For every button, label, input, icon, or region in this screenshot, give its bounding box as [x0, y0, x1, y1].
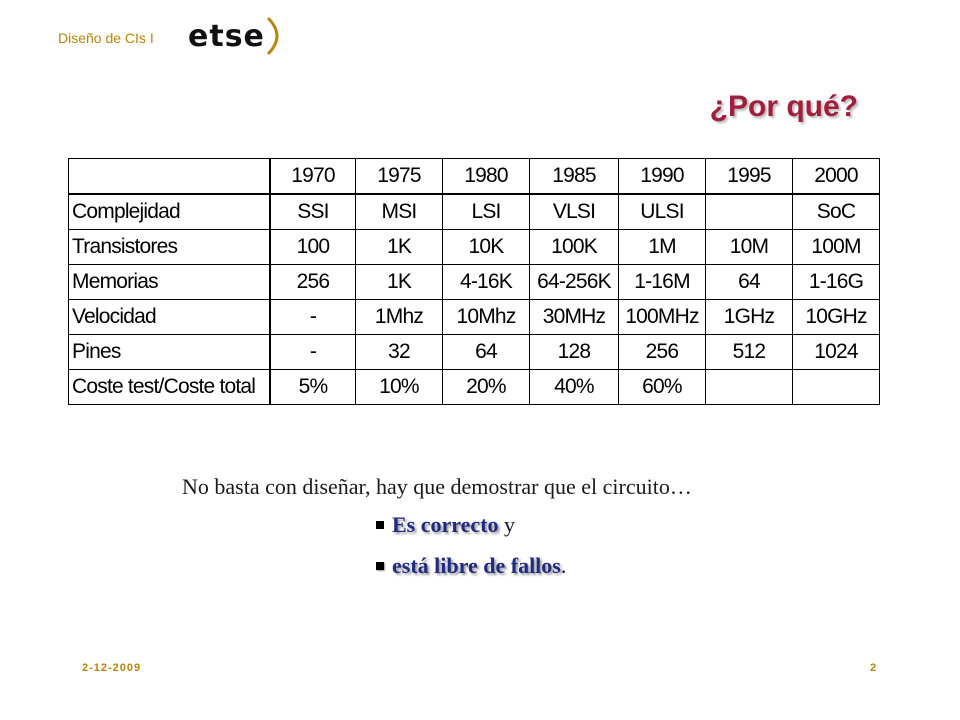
- table-cell: MSI: [356, 194, 443, 230]
- row-label-cell: Complejidad: [69, 194, 271, 230]
- table-cell: 32: [356, 335, 443, 370]
- table-header-row: [69, 159, 880, 195]
- table-row: [69, 370, 880, 405]
- bullet-fault-free: [376, 553, 566, 579]
- table-cell: 4-16K: [443, 265, 530, 300]
- table-cell: VLSI: [530, 194, 619, 230]
- table-corner-cell: [69, 159, 271, 195]
- slide-title: ¿Por qué?: [709, 90, 858, 123]
- table-cell: 128: [530, 335, 619, 370]
- bullet-tail: .: [560, 553, 567, 578]
- table-cell: 1-16G: [793, 265, 880, 300]
- year-header-cell: 1975: [356, 159, 443, 195]
- row-label-cell: Memorias: [69, 265, 271, 300]
- bullet-correct: [376, 512, 515, 538]
- table-row: [69, 230, 880, 265]
- table-cell: 100M: [793, 230, 880, 265]
- table-cell: 10GHz: [793, 300, 880, 335]
- table-cell: 60%: [619, 370, 706, 405]
- table-cell: 10%: [356, 370, 443, 405]
- table-cell: [706, 194, 793, 230]
- table-cell: 100: [270, 230, 356, 265]
- table-cell: 256: [619, 335, 706, 370]
- year-header-cell: 1970: [270, 159, 356, 195]
- year-header-cell: 2000: [793, 159, 880, 195]
- statement-text: No basta con diseñar, hay que demostrar que el circuito…: [182, 474, 692, 499]
- table-cell: 64: [443, 335, 530, 370]
- table-cell: 1024: [793, 335, 880, 370]
- table-cell: 512: [706, 335, 793, 370]
- table-cell: 40%: [530, 370, 619, 405]
- table-cell: 256: [270, 265, 356, 300]
- table-cell: [793, 370, 880, 405]
- bullet-square-icon: [376, 562, 384, 570]
- bullet-tail: y: [498, 512, 515, 537]
- table-cell: -: [270, 300, 356, 335]
- year-header-cell: 1990: [619, 159, 706, 195]
- year-header-cell: 1985: [530, 159, 619, 195]
- bullet-square-icon: [376, 521, 384, 529]
- table-cell: 10K: [443, 230, 530, 265]
- evolution-table: [68, 158, 880, 405]
- bullet-emphasis: está libre de fallos: [392, 553, 561, 578]
- table-cell: 1Mhz: [356, 300, 443, 335]
- table-cell: [706, 370, 793, 405]
- table-cell: 1K: [356, 230, 443, 265]
- year-header-cell: 1980: [443, 159, 530, 195]
- year-header-cell: 1995: [706, 159, 793, 195]
- table-cell: 10M: [706, 230, 793, 265]
- table-cell: 1GHz: [706, 300, 793, 335]
- row-label-cell: Pines: [69, 335, 271, 370]
- table-row: [69, 265, 880, 300]
- table-cell: 64: [706, 265, 793, 300]
- table-cell: 10Mhz: [443, 300, 530, 335]
- table-cell: 20%: [443, 370, 530, 405]
- table-cell: 5%: [270, 370, 356, 405]
- table-cell: 100K: [530, 230, 619, 265]
- table-cell: SoC: [793, 194, 880, 230]
- table-cell: ULSI: [619, 194, 706, 230]
- table-cell: 1-16M: [619, 265, 706, 300]
- row-label-cell: Transistores: [69, 230, 271, 265]
- footer-date: 2-12-2009: [82, 662, 142, 674]
- table-cell: 30MHz: [530, 300, 619, 335]
- row-label-cell: Coste test/Coste total: [69, 370, 271, 405]
- table-cell: LSI: [443, 194, 530, 230]
- table-cell: 1M: [619, 230, 706, 265]
- table-cell: -: [270, 335, 356, 370]
- table-row: [69, 194, 880, 230]
- table-cell: 64-256K: [530, 265, 619, 300]
- table-row: [69, 335, 880, 370]
- table-row: [69, 300, 880, 335]
- page-number: 2: [870, 662, 877, 674]
- row-label-cell: Velocidad: [69, 300, 271, 335]
- course-name: Diseño de CIs I: [58, 30, 154, 46]
- etse-logo: [186, 14, 286, 58]
- table-cell: 100MHz: [619, 300, 706, 335]
- table-cell: SSI: [270, 194, 356, 230]
- svg-text:etse: etse: [188, 19, 265, 54]
- table-cell: 1K: [356, 265, 443, 300]
- bullet-emphasis: Es correcto: [392, 512, 499, 537]
